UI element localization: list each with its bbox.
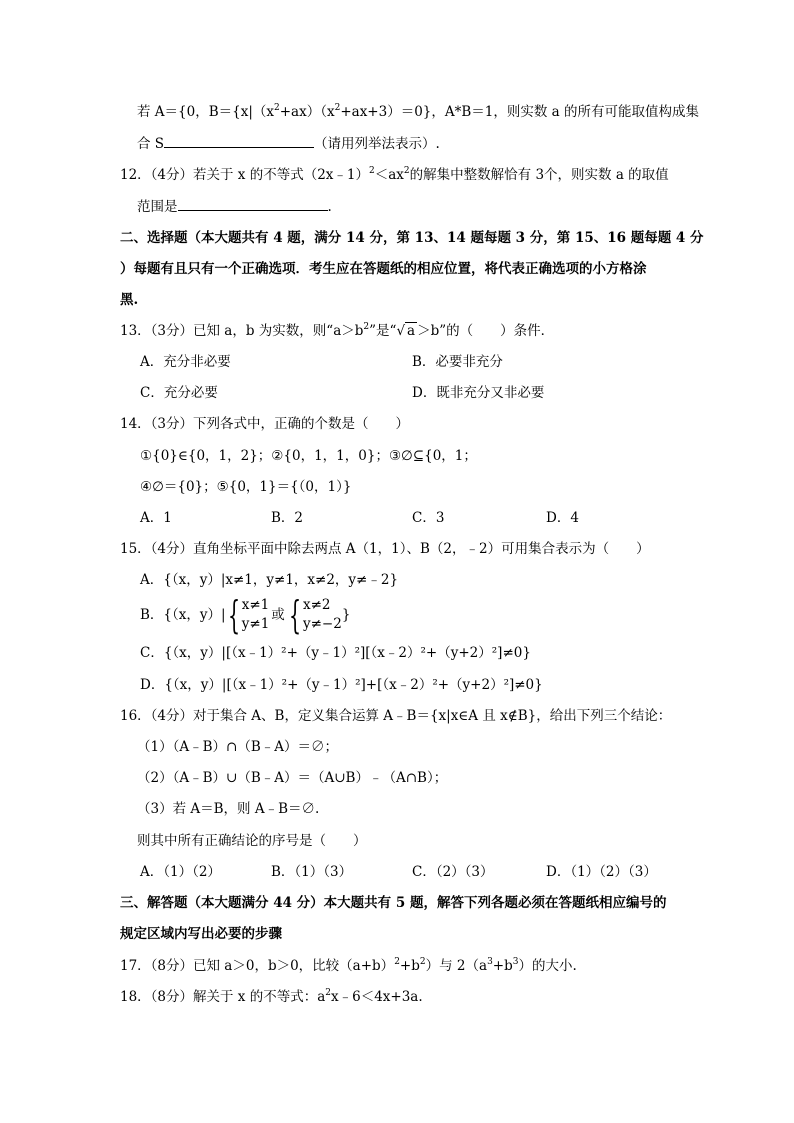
q11-line2: 合 S （请用列举法表示）.	[137, 133, 440, 154]
q14-option-c[interactable]: C．3	[412, 510, 445, 526]
section3-heading-line2: 规定区域内写出必要的步骤	[120, 926, 282, 942]
q13-option-b[interactable]: B．必要非充分	[412, 354, 503, 370]
left-brace-icon: {	[288, 593, 301, 637]
section2-heading-line2: ）每题有且只有一个正确选项．考生应在答题纸的相应位置，将代表正确选项的小方格涂	[120, 261, 647, 277]
answer-blank[interactable]	[178, 196, 328, 211]
q14-statements-1: ①{0}∈{0，1，2}；②{0，1，1，0}；③∅⊆{0，1；	[140, 448, 477, 464]
q13-stem: 13．（3分）已知 a，b 为实数，则“$a>b^2$”是“√ a ＞b”的（ ）条件．	[120, 322, 555, 339]
sqrt-expression: √ a	[396, 323, 416, 339]
answer-blank[interactable]	[164, 133, 314, 148]
q15-stem: 15．（4分）直角坐标平面中除去两点 A（1，1）、B（2，﹣2）可用集合表示为（ ）	[120, 541, 650, 557]
q14-statements-2: ④∅＝{0}；⑤{0，1}＝{（0，1）}	[140, 479, 352, 495]
q16-ask: 则其中所有正确结论的序号是（ ）	[137, 833, 367, 849]
q15-option-a[interactable]: A．{（x，y）|x≠1，y≠1，x≠2，y≠﹣2}	[140, 572, 399, 588]
section2-heading-line1: 二、选择题（本大题共有 4 题，满分 14 分，第 13、14 题每题 3 分，第 15、16 题每题 4 分	[120, 230, 704, 246]
q16-option-c[interactable]: C．（2）（3）	[412, 864, 494, 880]
q13-option-c[interactable]: C．充分必要	[140, 385, 218, 401]
condition-stack-1: x≠1 y≠1	[241, 597, 270, 632]
q14-option-a[interactable]: A．1	[140, 510, 172, 526]
q18-stem: 18．（8分）解关于 x 的不等式：$a^2x﹣6<4x+3a$.	[120, 988, 423, 1005]
q15-option-b[interactable]: B．{（x，y）| { x≠1 y≠1 或 { x≠2 y≠−2 }	[140, 593, 351, 637]
q16-option-b[interactable]: B．（1）（3）	[271, 864, 353, 880]
q14-option-b[interactable]: B．2	[271, 510, 304, 526]
q14-stem: 14．（3分）下列各式中，正确的个数是（ ）	[120, 416, 410, 432]
q13-option-a[interactable]: A．充分非必要	[140, 354, 231, 370]
q16-stem: 16．（4分）对于集合 A、B，定义集合运算 A﹣B＝{x|x∈A 且 x∉B}，给出下列三个结论：	[120, 708, 672, 724]
q16-option-a[interactable]: A．（1）（2）	[140, 864, 221, 880]
q16-conclusion-1: （1）（A﹣B）∩（B﹣A）＝∅；	[137, 739, 338, 755]
section2-heading-line3: 黑.	[120, 292, 139, 308]
q12-line1: 12．（4分）若关于 x 的不等式$(2x﹣1)^2<ax^2$的解集中整数解恰有 3个，则实数 a 的取值	[120, 166, 669, 183]
q16-conclusion-2: （2）（A﹣B）∪（B﹣A）＝（A∪B）﹣（A∩B）；	[137, 770, 448, 786]
left-brace-icon: {	[227, 593, 240, 637]
q15-option-c[interactable]: C．{（x，y）|[（x﹣1）²+（y﹣1）²][（x﹣2）²+（y+2）²]≠0}	[140, 645, 531, 661]
q15-option-d[interactable]: D．{（x，y）|[（x﹣1）²+（y﹣1）²]+[（x﹣2）²+（y+2）²]≠0}	[140, 677, 543, 693]
q17-stem: 17．（8分）已知 a＞0，b＞0，比较$(a+b)^2+b^2$）与 $2(a^3+b^3)$的大小.	[120, 957, 577, 974]
condition-stack-2: x≠2 y≠−2	[302, 597, 342, 632]
q16-option-d[interactable]: D．（1）（2）（3）	[546, 864, 657, 880]
q14-option-d[interactable]: D．4	[546, 510, 579, 526]
q13-option-d[interactable]: D．既非充分又非必要	[412, 385, 545, 401]
q11-line1: 若 A＝{0，$B=\{x|(x^2+ax)(x^2+ax+3)=0\}$，A*B＝1，则实数 a 的所有可能取值构成集	[137, 103, 700, 120]
q12-line2: 范围是 .	[137, 196, 332, 217]
q16-conclusion-3: （3）若 A＝B，则 A﹣B＝∅.	[137, 801, 320, 817]
section3-heading-line1: 三、解答题（本大题满分 44 分）本大题共有 5 题，解答下列各题必须在答题纸相应编号的	[120, 895, 667, 911]
